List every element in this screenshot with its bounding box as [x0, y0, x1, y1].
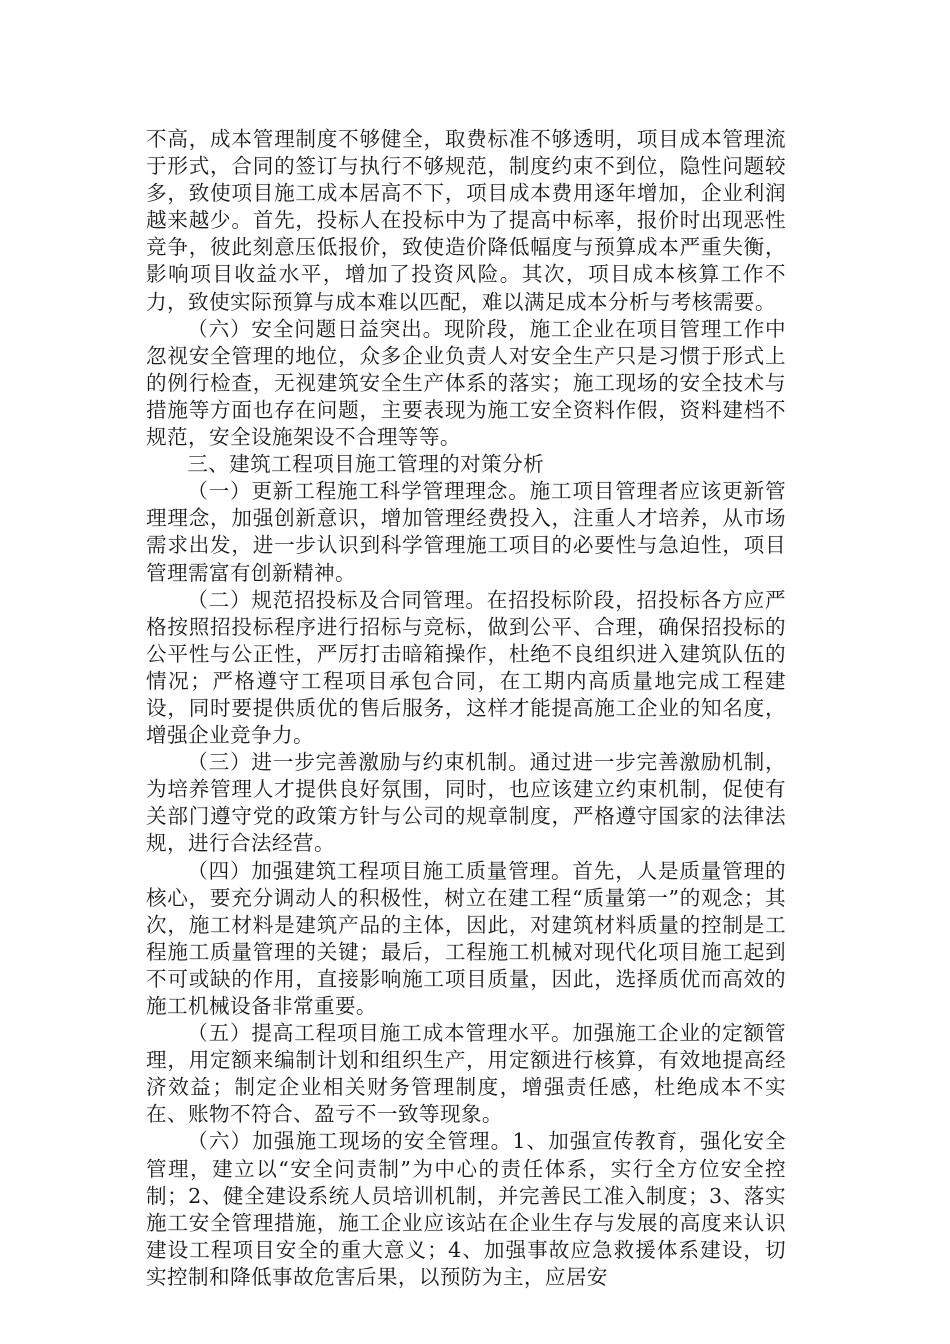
paragraph-measure-two: （二）规范招投标及合同管理。在招投标阶段，招投标各方应严格按照招投标程序进行招标与竞标，做到公平、合理，确保招投标的公平性与公正性，严厉打击暗箱操作，杜绝不良组织进入建筑队伍的情况；严格遵守工程项目承包合同，在工期内高质量地完成工程建设，同时要提供质优的售后服务，这样才能提高施工企业的知名度，增强企业竞争力。: [146, 587, 786, 748]
section-heading: 三、建筑工程项目施工管理的对策分析: [187, 452, 545, 477]
paragraph-safety-problem: （六）安全问题日益突出。现阶段，施工企业在项目管理工作中忽视安全管理的地位，众多企业负责人对安全生产只是习惯于形式上的例行检查，无视建筑安全生产体系的落实；施工现场的安全技术与措施等方面也存在问题，主要表现为施工安全资料作假，资料建档不规范，安全设施架设不合理等等。: [146, 316, 786, 450]
document-body: [146, 126, 786, 1291]
paragraph-measure-five: （五）提高工程项目施工成本管理水平。加强施工企业的定额管理，用定额来编制计划和组织生产，用定额进行核算，有效地提高经济效益；制定企业相关财务管理制度，增强责任感，杜绝成本不实在、账物不符合、盈亏不一致等现象。: [146, 1021, 786, 1127]
paragraph-measure-four: （四）加强建筑工程项目施工质量管理。首先，人是质量管理的核心，要充分调动人的积极性，树立在建工程“质量第一”的观念；其次，施工材料是建筑产品的主体，因此，对建筑材料质量的控制是工程施工质量管理的关键；最后，工程施工机械对现代化项目施工起到不可或缺的作用，直接影响施工项目质量，因此，选择质优而高效的施工机械设备非常重要。: [146, 858, 786, 1018]
paragraph-measure-six: （六）加强施工现场的安全管理。1、加强宣传教育，强化安全管理，建立以“安全问责制”为中心的责任体系，实行全方位安全控制；2、健全建设系统人员培训机制，并完善民工准入制度；3、落实施工安全管理措施，施工企业应该站在企业生存与发展的高度来认识建设工程项目安全的重大意义；4、加强事故应急救援体系建设，切实控制和降低事故危害后果，以预防为主，应居安: [146, 1129, 786, 1289]
paragraph-measure-three: （三）进一步完善激励与约束机制。通过进一步完善激励机制，为培养管理人才提供良好氛围，同时，也应该建立约束机制，促使有关部门遵守党的政策方针与公司的规章制度，严格遵守国家的法律法规，进行合法经营。: [146, 750, 786, 856]
paragraph-cost-continuation: 不高，成本管理制度不够健全，取费标准不够透明，项目成本管理流于形式，合同的签订与执行不够规范，制度约束不到位，隐性问题较多，致使项目施工成本居高不下，项目成本费用逐年增加，企业利润越来越少。首先，投标人在投标中为了提高中标率，报价时出现恶性竞争，彼此刻意压低报价，致使造价降低幅度与预算成本严重失衡，影响项目收益水平，增加了投资风险。其次，项目成本核算工作不力，致使实际预算与成本难以匹配，难以满足成本分析与考核需要。: [146, 127, 786, 314]
paragraph-measure-one: （一）更新工程施工科学管理理念。施工项目管理者应该更新管理理念，加强创新意识，增加管理经费投入，注重人才培养，从市场需求出发，进一步认识到科学管理施工项目的必要性与急迫性，项目管理需富有创新精神。: [146, 479, 786, 585]
